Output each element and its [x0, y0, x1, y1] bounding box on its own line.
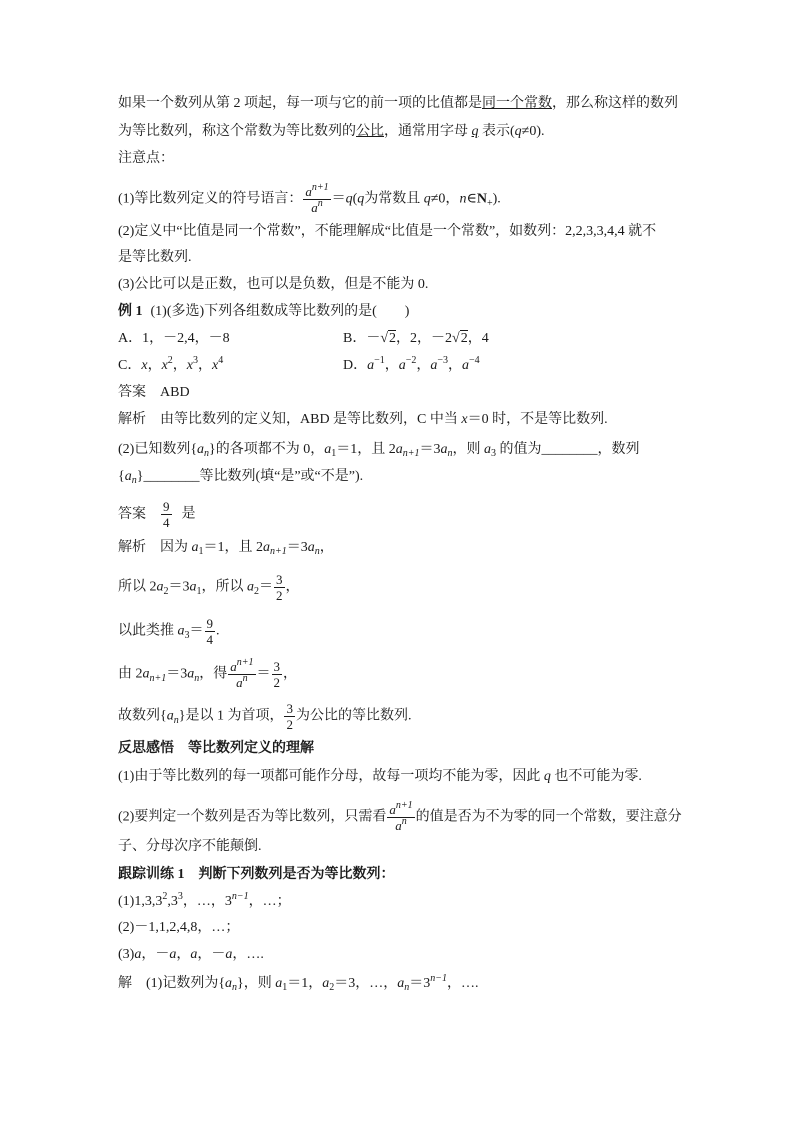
symbol-natural-numbers: N [476, 191, 487, 207]
analysis-text: ， [319, 540, 334, 555]
symbol-a: a [397, 976, 405, 991]
fraction [272, 659, 283, 690]
fraction [274, 572, 285, 603]
subscript: n [131, 475, 137, 486]
fraction-denominator: 4 [163, 515, 170, 530]
reflection-label: 反思感悟 [118, 741, 174, 756]
answer-label: 答案 [118, 506, 146, 522]
analysis-text: 所以 2 [118, 579, 157, 595]
superscript: n [242, 673, 248, 684]
analysis-label: 解析 [118, 540, 146, 555]
symbol-a: a [395, 818, 402, 833]
symbol-a: a [191, 540, 199, 555]
symbol-x: x [141, 358, 148, 373]
analysis-label: 解析 [118, 412, 146, 427]
solution-text: }，则 [237, 976, 276, 991]
subscript: 1 [196, 585, 202, 597]
fraction-numerator [387, 802, 414, 817]
symbol-a: a [187, 666, 195, 682]
superscript: 4 [218, 355, 224, 366]
sequence-text: ，－ [141, 947, 170, 962]
analysis-text: ， [283, 666, 297, 682]
symbol-q: q [471, 124, 479, 139]
symbol-a: a [484, 442, 492, 457]
option-text: ， [448, 358, 463, 373]
superscript: −4 [469, 355, 480, 366]
stem-text: 的值为 [496, 442, 542, 457]
fraction-denominator: 2 [286, 717, 293, 732]
symbol-a: a [166, 708, 174, 724]
subscript: n [194, 672, 200, 684]
practice-item-2: (2)－1,1,2,4,8，…； [118, 920, 240, 935]
fraction-denominator: 2 [273, 675, 280, 690]
note-2-line-2: 是等比数列. [118, 250, 192, 265]
answer-1 [118, 383, 190, 403]
definition-text: ，那么称这样的数列 [552, 96, 678, 111]
symbol-a: a [322, 976, 330, 991]
symbol-x: x [212, 358, 219, 373]
symbol-a: a [225, 976, 233, 991]
subscript: n [314, 546, 320, 557]
example-1-stem [118, 302, 409, 322]
part-2-stem-line-2 [118, 467, 363, 487]
analysis-1 [118, 410, 608, 430]
analysis-text: 故数列{ [118, 708, 167, 724]
analysis-2-line-1 [118, 538, 334, 558]
subscript: 1 [198, 546, 204, 557]
superscript: −3 [437, 355, 449, 366]
stem-text: { [118, 469, 125, 484]
symbol-q: q [543, 769, 551, 784]
subscript: n+1 [270, 546, 287, 557]
symbol-a: a [305, 184, 312, 199]
option-text: ， [416, 358, 431, 373]
analysis-text: ＝3 [166, 666, 188, 682]
symbol-a: a [263, 540, 270, 555]
sequence-text: ，－ [197, 947, 226, 962]
practice-item-1 [118, 892, 291, 912]
symbol-a: a [395, 442, 403, 457]
analysis-text: . [216, 623, 220, 639]
option-text: ， [384, 358, 399, 373]
fraction [284, 701, 295, 732]
stem-text: ，数列 [597, 442, 640, 457]
subscript: n [232, 982, 238, 993]
note-text: ≠0， [430, 191, 460, 207]
fraction-numerator: 3 [273, 659, 280, 674]
option-text: C． [118, 358, 142, 373]
symbol-q: q [423, 191, 431, 207]
symbol-q: q [514, 124, 522, 139]
subscript: n [173, 714, 179, 726]
reflection-point-1 [118, 767, 642, 787]
analysis-text: ＝ [259, 579, 273, 595]
definition-text: 为等比数列，称这个常数为等比数列的 [118, 124, 356, 139]
practice-prompt: 判断下列数列是否为等比数列： [198, 867, 395, 882]
symbol-a: a [311, 200, 318, 215]
option-a: A．1，－2,4，－8 [118, 331, 230, 346]
option-text: D． [343, 358, 368, 373]
analysis-2-line-5 [118, 701, 411, 732]
symbol-x: x [161, 358, 168, 373]
reflection-point-2-line-2: 子、分母次序不能颠倒. [118, 839, 262, 854]
superscript: n−1 [231, 891, 249, 902]
symbol-a: a [236, 675, 243, 690]
option-text: ，4 [467, 331, 489, 346]
superscript: −2 [405, 355, 417, 366]
analysis-text: ＝ [256, 666, 271, 682]
symbol-a: a [367, 358, 375, 373]
fraction-numerator [303, 184, 330, 199]
subscript: + [486, 197, 493, 209]
note-2-line-1: (2)定义中“比值是同一个常数”，不能理解成“比值是一个常数”，如数列：2,2,3,3,4,4 就不 [118, 224, 657, 239]
subscript: 1 [282, 982, 288, 993]
subscript: 2 [163, 585, 169, 597]
fraction-denominator [228, 674, 255, 690]
fraction [205, 616, 216, 647]
symbol-a: a [169, 947, 177, 962]
note-text: ). [492, 191, 501, 207]
analysis-text: ＝3 [286, 540, 308, 555]
note-text: (1)等比数列定义的符号语言： [118, 191, 303, 207]
subscript: 2 [254, 585, 259, 597]
question-stem: (1)(多选)下列各组数成等比数列的是( ) [150, 304, 410, 319]
analysis-text: 由等比数列的定义知，ABD 是等比数列，C 中当 [160, 412, 462, 427]
fraction-denominator: 2 [276, 588, 283, 603]
answer-2 [118, 499, 196, 530]
option-c [118, 356, 223, 376]
answer-label: 答案 [118, 385, 146, 400]
solution-text: ＝3，…， [334, 976, 398, 991]
reflection-text: (1)由于等比数列的每一项都可能作分母，故每一项均不能为零，因此 [118, 769, 544, 784]
fraction-denominator [303, 199, 330, 215]
radical-sign-icon: √ [452, 331, 460, 346]
analysis-text: 为公比的等比数列. [295, 708, 412, 724]
option-text: ， [147, 358, 162, 373]
reflection-point-2 [118, 802, 682, 833]
note-text: ∈ [466, 191, 477, 207]
fraction-numerator: 9 [206, 616, 213, 631]
reflection-text: 也不可能为零. [550, 769, 642, 784]
symbol-a: a [142, 666, 150, 682]
sequence-text: ，…. [232, 947, 264, 962]
stem-text: }的各项都不为 0， [209, 442, 325, 457]
symbol-x: x [461, 412, 468, 427]
answer-value: ABD [160, 385, 190, 400]
symbol-a: a [275, 976, 283, 991]
analysis-text: 因为 [160, 540, 192, 555]
sequence-text: ，…； [248, 894, 291, 909]
term-same-constant: 同一个常数 [482, 96, 552, 111]
note-text: 为常数且 [364, 191, 424, 207]
symbol-n: n [459, 191, 467, 207]
stem-text: } [136, 469, 144, 484]
definition-line-2 [118, 122, 545, 142]
ratio-fraction [387, 802, 414, 833]
subscript: 2 [329, 982, 335, 993]
option-text: ，2，－2 [396, 331, 453, 346]
symbol-a: a [225, 947, 233, 962]
superscript: 2 [167, 355, 173, 366]
superscript: −1 [374, 355, 385, 366]
sequence-text: ，…，3 [182, 894, 232, 909]
option-b [343, 329, 489, 349]
practice-item-3 [118, 945, 264, 965]
analysis-text: ＝0 时，不是等比数列. [467, 412, 608, 427]
symbol-a: a [247, 579, 254, 595]
symbol-a: a [134, 947, 142, 962]
radicand: 2 [460, 331, 468, 346]
definition-text: 如果一个数列从第 2 项起，每一项与它的前一项的比值都是 [118, 96, 482, 111]
analysis-text: ， [285, 579, 300, 595]
option-d [343, 356, 480, 376]
analysis-text: 由 2 [118, 666, 143, 682]
subscript: n [204, 448, 210, 459]
symbol-a: a [190, 947, 198, 962]
solution-text: ＝1， [287, 976, 323, 991]
superscript: n+1 [395, 800, 413, 811]
practice-label: 跟踪训练 1 [118, 867, 185, 882]
subscript: 1 [331, 448, 337, 459]
symbol-a: a [324, 442, 332, 457]
definition-text: 表示( [478, 124, 515, 139]
practice-solution [118, 974, 479, 994]
note-3: (3)公比可以是正数，也可以是负数，但是不能为 0. [118, 277, 429, 292]
solution-text: (1)记数列为{ [146, 976, 226, 991]
superscript: n [401, 816, 407, 827]
symbol-a: a [124, 469, 132, 484]
example-label: 例 1 [118, 304, 143, 319]
solution-text: ＝3 [409, 976, 431, 991]
analysis-text: ，得 [199, 666, 228, 682]
part-2-stem-line-1 [118, 440, 640, 460]
analysis-text: ＝1，且 2 [203, 540, 263, 555]
reflection-text: 的值是否为不为零的同一个常数，要注意分 [415, 809, 682, 825]
option-text: ， [172, 358, 187, 373]
superscript: 2 [162, 891, 168, 902]
superscript: n+1 [311, 182, 329, 193]
sqrt-expression [380, 330, 396, 346]
subscript: 3 [184, 629, 190, 641]
subscript: n [447, 448, 453, 459]
analysis-text: }是以 1 为首项， [178, 708, 284, 724]
superscript: 3 [193, 355, 198, 366]
fraction-denominator [387, 817, 414, 833]
symbol-a: a [430, 358, 438, 373]
fraction-denominator: 4 [206, 632, 213, 647]
fraction-numerator: 3 [276, 572, 283, 587]
superscript: n+1 [236, 657, 254, 668]
practice-heading [118, 865, 395, 885]
analysis-text: ，所以 [201, 579, 247, 595]
symbol-a: a [389, 802, 396, 817]
stem-text: ，则 [452, 442, 485, 457]
note-text: ＝ [331, 191, 346, 207]
solution-label: 解 [118, 976, 132, 991]
term-common-ratio: 公比 [356, 124, 384, 139]
analysis-text: 以此类推 [118, 623, 178, 639]
answer-value: 是 [181, 506, 196, 522]
solution-text: ，…. [447, 976, 479, 991]
subscript: n+1 [402, 448, 420, 459]
answer-blank: ________ [541, 442, 598, 457]
stem-text: 等比数列(填“是”或“不是”). [199, 469, 364, 484]
analysis-text: ＝3 [168, 579, 190, 595]
radicand: 2 [389, 331, 397, 346]
analysis-text: ＝ [189, 623, 204, 639]
symbol-q: q [345, 191, 353, 207]
symbol-a: a [440, 442, 448, 457]
subscript: 3 [491, 448, 497, 459]
sequence-text: (1)1,3,3 [118, 894, 163, 909]
symbol-a: a [398, 358, 406, 373]
stem-text: ＝1，且 2 [336, 442, 396, 457]
fraction-numerator [228, 659, 255, 674]
fraction-numerator: 9 [163, 499, 170, 514]
note-1 [118, 184, 501, 215]
definition-text: ≠0). [521, 124, 545, 139]
ratio-fraction [303, 184, 330, 215]
analysis-2-line-4 [118, 659, 297, 690]
definition-line-1 [118, 94, 678, 114]
symbol-a: a [462, 358, 470, 373]
symbol-a: a [307, 540, 315, 555]
fraction-numerator: 3 [286, 701, 293, 716]
reflection-title: 等比数列定义的理解 [188, 741, 314, 756]
symbol-a: a [177, 623, 185, 639]
analysis-2-line-3 [118, 616, 220, 647]
option-text: ， [198, 358, 212, 373]
superscript: n [317, 198, 323, 209]
stem-text: (2)已知数列{ [118, 442, 198, 457]
subscript: n [404, 982, 410, 993]
sequence-text: ， [176, 947, 191, 962]
answer-blank: ________ [143, 469, 200, 484]
symbol-q: q [357, 191, 365, 207]
definition-text: ，通常用字母 [384, 124, 472, 139]
subscript: n+1 [149, 672, 167, 684]
superscript: 3 [177, 891, 183, 902]
answer-fraction [161, 499, 172, 530]
sqrt-expression [452, 330, 468, 346]
option-text: B．－ [343, 331, 381, 346]
reflection-heading [118, 739, 314, 759]
stem-text: ＝3 [419, 442, 441, 457]
symbol-x: x [186, 358, 193, 373]
analysis-2-line-2 [118, 572, 300, 603]
ratio-fraction [228, 659, 255, 690]
reflection-text: (2)要判定一个数列是否为等比数列，只需看 [118, 809, 387, 825]
symbol-a: a [197, 442, 205, 457]
symbol-a: a [230, 659, 237, 674]
notes-title: 注意点： [118, 151, 174, 166]
note-text: ( [352, 191, 358, 207]
sequence-text: ,3 [167, 894, 178, 909]
sequence-text: (3) [118, 947, 135, 962]
superscript: n−1 [430, 973, 448, 984]
radical-sign-icon: √ [380, 331, 389, 346]
symbol-a: a [189, 579, 197, 595]
symbol-a: a [156, 579, 164, 595]
